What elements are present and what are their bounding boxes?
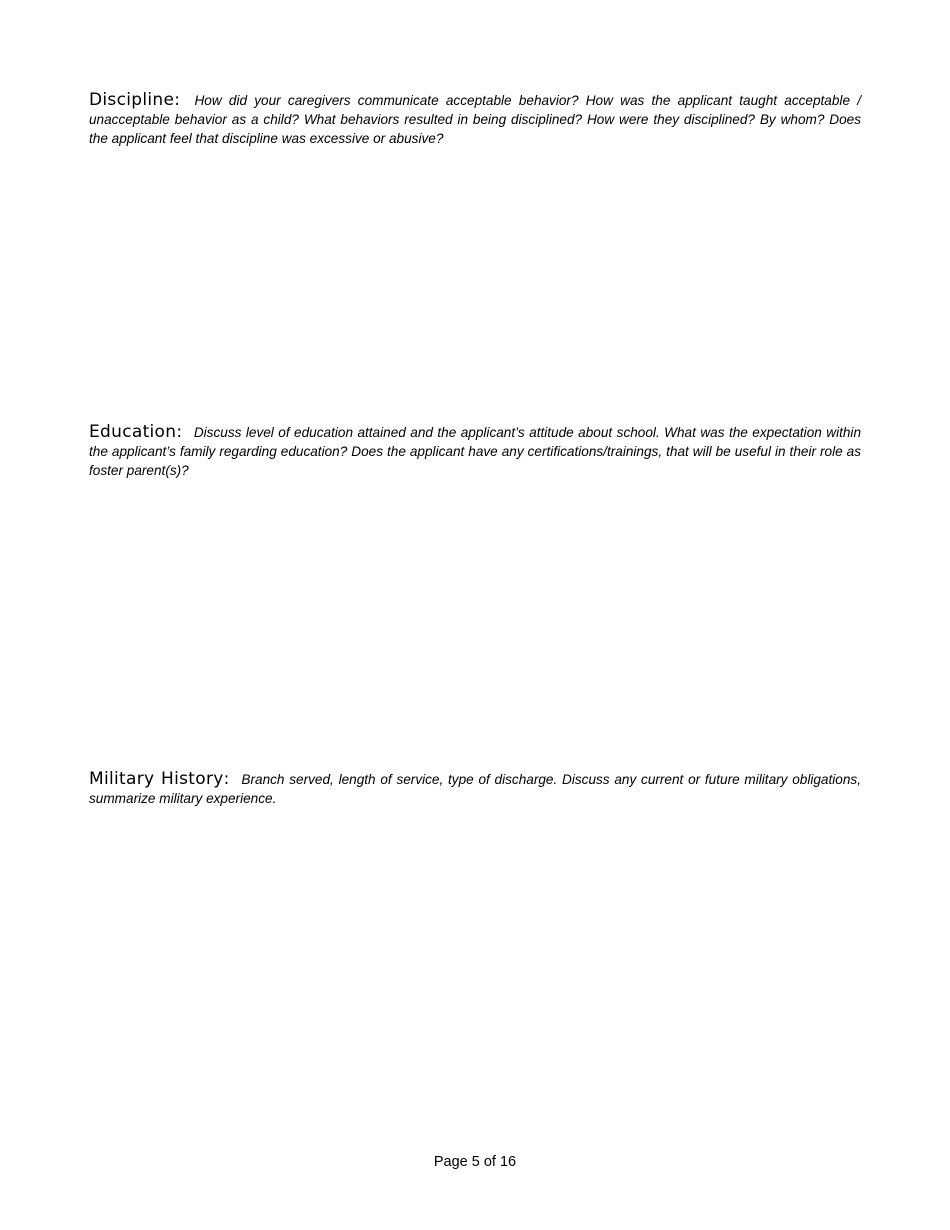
discipline-colon: : <box>174 90 180 110</box>
military-history-colon: : <box>223 769 230 789</box>
discipline-heading: Discipline <box>89 90 175 110</box>
education-heading: Education <box>89 422 177 442</box>
military-history-section <box>89 770 861 808</box>
education-prompt: Discuss level of education attained and the applicant’s attitude about school. What was the expectation within the applicant’s family regarding education? Does the applicant have any certifications/trainings, that will be useful in their role as foster parent(s)? <box>89 425 862 478</box>
military-history-answer-area[interactable] <box>89 812 861 1132</box>
military-history-prompt: Branch served, length of service, type of discharge. Discuss any current or future military obligations, summarize military experience. <box>89 772 861 806</box>
education-colon: : <box>176 422 183 442</box>
military-history-heading: Military History <box>89 769 224 789</box>
page-number: Page 5 of 16 <box>433 1154 517 1170</box>
discipline-section <box>89 91 861 148</box>
education-answer-area[interactable] <box>89 482 861 752</box>
education-section <box>89 423 861 480</box>
discipline-answer-area[interactable] <box>89 150 861 410</box>
discipline-prompt: How did your caregivers communicate acceptable behavior? How was the applicant taught acceptable / unacceptable behavior as a child? What behaviors resulted in being disciplined? How were they disciplined? By whom? Does the applicant feel that discipline was excessive or abusive? <box>89 93 861 146</box>
